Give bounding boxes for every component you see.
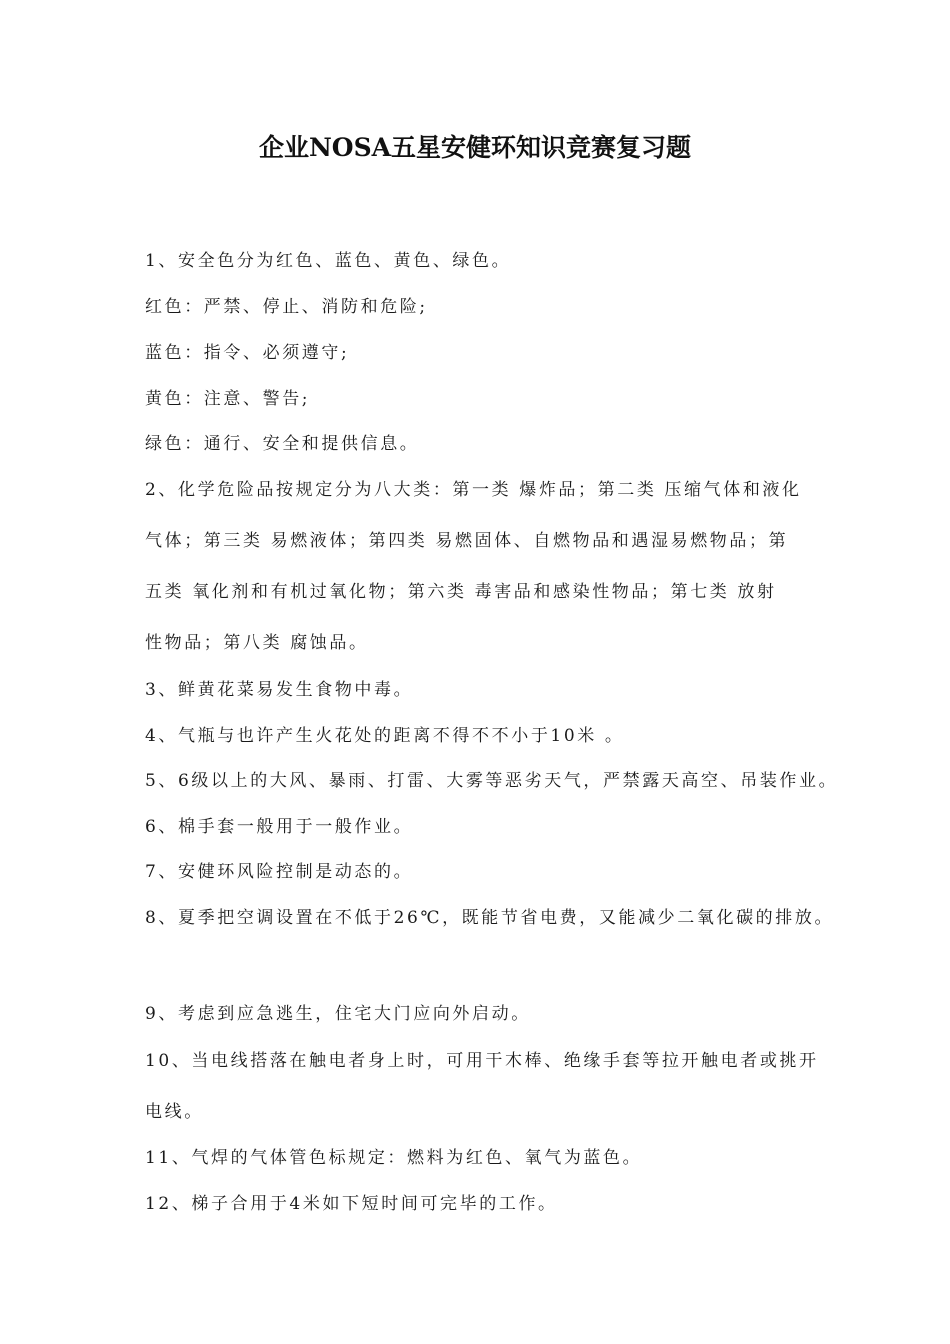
item-2-line-3: 五类 氧化剂和有机过氧化物；第六类 毒害品和感染性物品；第七类 放射	[145, 582, 777, 602]
item-2-line-4: 性物品；第八类 腐蚀品。	[145, 633, 369, 653]
blue-color-line: 蓝色：指令、必须遵守;	[145, 343, 350, 363]
item-4-line: 4、气瓶与也许产生火花处的距离不得不不小于10米 。	[145, 726, 625, 746]
green-color-line: 绿色：通行、安全和提供信息。	[145, 434, 420, 454]
item-12-line: 12、梯子合用于4米如下短时间可完毕的工作。	[145, 1194, 558, 1214]
yellow-color-line: 黄色：注意、警告;	[145, 389, 311, 409]
red-color-line: 红色：严禁、停止、消防和危险;	[145, 297, 428, 317]
item-2-line-2: 气体；第三类 易燃液体；第四类 易燃固体、自燃物品和遇湿易燃物品；第	[145, 531, 789, 551]
item-9-line: 9、考虑到应急逃生，住宅大门应向外启动。	[145, 1004, 531, 1024]
item-2-line-1: 2、化学危险品按规定分为八大类：第一类 爆炸品；第二类 压缩气体和液化	[145, 480, 802, 500]
item-10-line-1: 10、当电线搭落在触电者身上时，可用干木棒、绝缘手套等拉开触电者或挑开	[145, 1051, 819, 1071]
item-7-line: 7、安健环风险控制是动态的。	[145, 862, 414, 882]
item-5-line: 5、6级以上的大风、暴雨、打雷、大雾等恶劣天气，严禁露天高空、吊装作业。	[145, 771, 839, 791]
item-1-line: 1、安全色分为红色、蓝色、黄色、绿色。	[145, 251, 512, 271]
item-8-line: 8、夏季把空调设置在不低于26℃，既能节省电费，又能减少二氧化碳的排放。	[145, 908, 835, 928]
document-title: 企业NOSA五星安健环知识竞赛复习题	[258, 133, 692, 162]
item-6-line: 6、棉手套一般用于一般作业。	[145, 817, 414, 837]
item-10-line-2: 电线。	[145, 1102, 204, 1122]
item-11-line: 11、气焊的气体管色标规定：燃料为红色、氧气为蓝色。	[145, 1148, 643, 1168]
item-3-line: 3、鲜黄花菜易发生食物中毒。	[145, 680, 414, 700]
